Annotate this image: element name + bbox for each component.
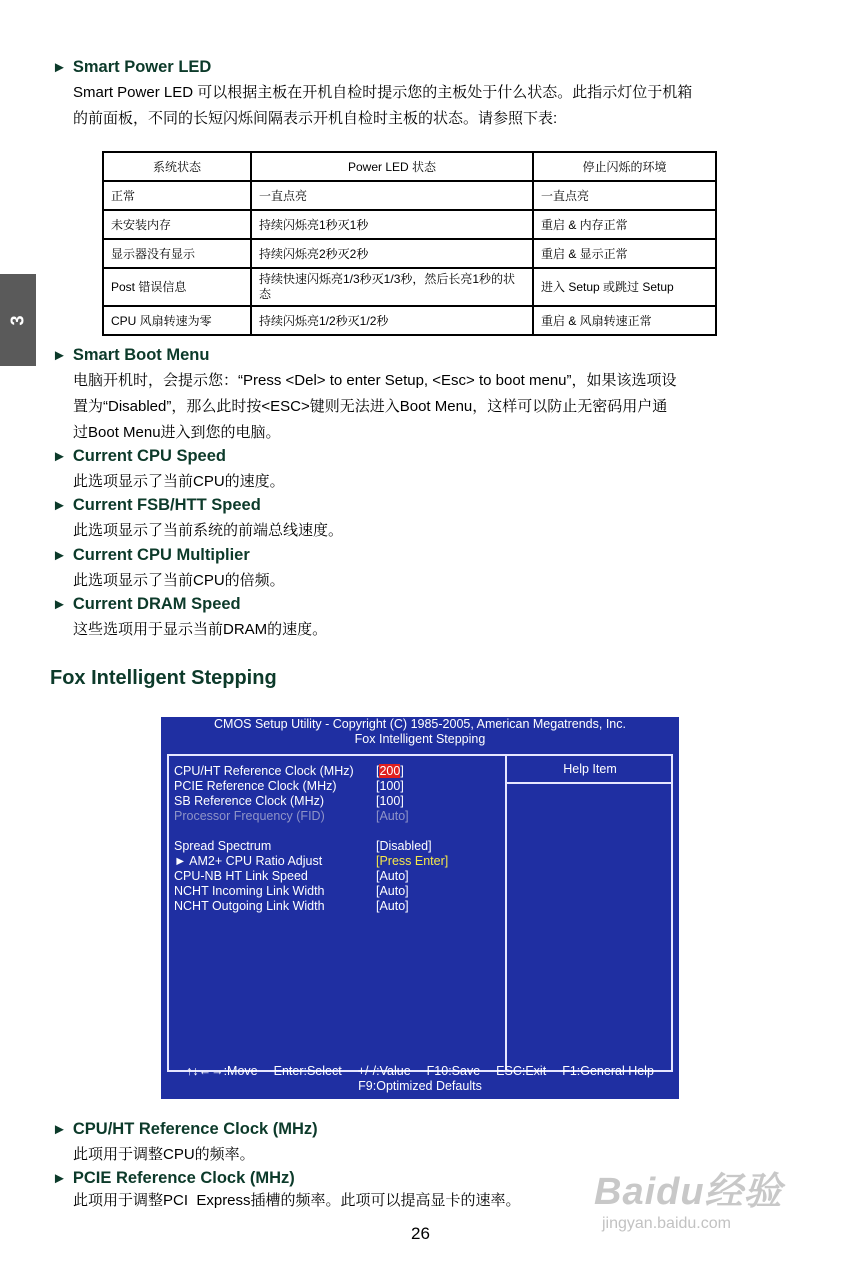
current-fsb-speed-heading: ► Current FSB/HTT Speed bbox=[52, 496, 261, 514]
table-cell: 一直点亮 bbox=[251, 181, 533, 210]
cpu-ht-ref-clock-text: 此项用于调整CPU的频率。 bbox=[73, 1146, 255, 1163]
triangle-bullet-icon: ► bbox=[52, 497, 67, 514]
bios-item-label: ► AM2+ CPU Ratio Adjust bbox=[174, 854, 323, 868]
baidu-watermark bbox=[594, 1160, 783, 1233]
smart-boot-menu-text-1: 电脑开机时，会提示您：“Press <Del> to enter Setup, <Esc> to boot menu”，如果该选项设 bbox=[73, 372, 677, 389]
key-hint-move: ↑↓←→:Move bbox=[186, 1064, 258, 1078]
bios-panel-divider bbox=[505, 756, 507, 1070]
bios-item-label: SB Reference Clock (MHz) bbox=[174, 794, 325, 808]
triangle-bullet-icon: ► bbox=[52, 1170, 67, 1187]
table-cell: 一直点亮 bbox=[533, 181, 716, 210]
smart-boot-menu-heading: ► Smart Boot Menu bbox=[52, 346, 210, 364]
bios-item-label: NCHT Outgoing Link Width bbox=[174, 899, 325, 913]
key-hint-value: +/-/:Value bbox=[357, 1064, 411, 1078]
bios-item-label: Spread Spectrum bbox=[174, 839, 272, 853]
smart-power-led-heading: ► Smart Power LED bbox=[52, 58, 212, 76]
smart-boot-menu-text-3: 过Boot Menu进入到您的电脑。 bbox=[73, 424, 281, 441]
table-cell: Post 错误信息 bbox=[103, 268, 251, 306]
table-cell: 正常 bbox=[103, 181, 251, 210]
bios-item-label: CPU/HT Reference Clock (MHz) bbox=[174, 764, 354, 778]
table-cell: 持续闪烁亮1秒灭1秒 bbox=[251, 210, 533, 239]
smart-power-led-text-2: 的前面板，不同的长短闪烁间隔表示开机自检时主板的状态。请参照下表: bbox=[73, 110, 558, 127]
bios-screenshot bbox=[161, 717, 679, 1099]
bios-item-label: PCIE Reference Clock (MHz) bbox=[174, 779, 337, 793]
table-cell: 持续闪烁亮2秒灭2秒 bbox=[251, 239, 533, 268]
current-fsb-speed-text: 此选项显示了当前系统的前端总线速度。 bbox=[73, 522, 344, 539]
table-header-cell: 系统状态 bbox=[103, 152, 251, 181]
key-hint-exit: ESC:Exit bbox=[496, 1064, 547, 1078]
bios-item-value[interactable]: [Auto] bbox=[376, 899, 409, 913]
bios-help-title: Help Item bbox=[507, 756, 673, 784]
smart-power-led-text-1: Smart Power LED 可以根据主板在开机自检时提示您的主板处于什么状态。此指示灯位于机箱 bbox=[73, 84, 693, 101]
table-row bbox=[103, 306, 716, 335]
current-cpu-multiplier-text: 此选项显示了当前CPU的倍频。 bbox=[73, 572, 285, 589]
triangle-bullet-icon: ► bbox=[52, 59, 67, 76]
pcie-ref-clock-text: 此项用于调整PCI Express插槽的频率。此项可以提高显卡的速率。 bbox=[73, 1192, 521, 1209]
bios-item-value[interactable]: [200] bbox=[376, 764, 404, 778]
table-header-row bbox=[103, 152, 716, 181]
bios-item-label: CPU-NB HT Link Speed bbox=[174, 869, 308, 883]
bios-item-value[interactable]: [Auto] bbox=[376, 869, 409, 883]
baidu-url: jingyan.baidu.com bbox=[602, 1215, 731, 1232]
table-row bbox=[103, 210, 716, 239]
current-dram-speed-text: 这些选项用于显示当前DRAM的速度。 bbox=[73, 621, 328, 638]
triangle-bullet-icon: ► bbox=[52, 448, 67, 465]
key-hint-save: F10:Save bbox=[426, 1064, 481, 1078]
bios-title-line1: CMOS Setup Utility - Copyright (C) 1985-2005, American Megatrends, Inc. bbox=[214, 717, 626, 731]
bios-title-line2: Fox Intelligent Stepping bbox=[354, 732, 486, 746]
table-header-cell: 停止闪烁的环境 bbox=[533, 152, 716, 181]
current-cpu-speed-heading: ► Current CPU Speed bbox=[52, 447, 226, 465]
table-cell: CPU 风扇转速为零 bbox=[103, 306, 251, 335]
table-cell: 持续快速闪烁亮1/3秒灭1/3秒，然后长亮1秒的状态 bbox=[251, 268, 533, 306]
bios-main-panel bbox=[167, 754, 673, 1072]
triangle-bullet-icon: ► bbox=[52, 1121, 67, 1138]
bios-item-label: Processor Frequency (FID) bbox=[174, 809, 325, 823]
bios-header bbox=[161, 717, 679, 747]
current-cpu-multiplier-heading: ► Current CPU Multiplier bbox=[52, 546, 250, 564]
baidu-logo: Baidu经验 bbox=[594, 1171, 783, 1213]
table-cell: 进入 Setup 或跳过 Setup bbox=[533, 268, 716, 306]
table-row bbox=[103, 268, 716, 306]
bios-footer bbox=[161, 1064, 679, 1094]
triangle-bullet-icon: ► bbox=[52, 347, 67, 364]
key-hint-defaults: F9:Optimized Defaults bbox=[358, 1079, 482, 1093]
triangle-bullet-icon: ► bbox=[52, 547, 67, 564]
bios-item-label: NCHT Incoming Link Width bbox=[174, 884, 325, 898]
table-cell: 重启 & 风扇转速正常 bbox=[533, 306, 716, 335]
current-dram-speed-heading: ► Current DRAM Speed bbox=[52, 595, 241, 613]
bios-key-legend bbox=[161, 1064, 679, 1079]
bios-item-value: [Auto] bbox=[376, 809, 409, 823]
bios-item-value[interactable]: [Auto] bbox=[376, 884, 409, 898]
page-number: 26 bbox=[411, 1224, 430, 1243]
bios-item-value[interactable]: [Disabled] bbox=[376, 839, 432, 853]
table-row bbox=[103, 239, 716, 268]
smart-boot-menu-text-2: 置为“Disabled”，那么此时按<ESC>键则无法进入Boot Menu，这样可以防止无密码用户通 bbox=[73, 398, 668, 415]
pcie-ref-clock-heading: ► PCIE Reference Clock (MHz) bbox=[52, 1169, 295, 1187]
chapter-tab: 3 bbox=[0, 274, 36, 366]
bios-selected-value[interactable]: 200 bbox=[379, 764, 401, 778]
current-cpu-speed-text: 此选项显示了当前CPU的速度。 bbox=[73, 473, 285, 490]
table-cell: 显示器没有显示 bbox=[103, 239, 251, 268]
table-cell: 持续闪烁亮1/2秒灭1/2秒 bbox=[251, 306, 533, 335]
bios-item-value[interactable]: [Press Enter] bbox=[376, 854, 449, 868]
cpu-ht-ref-clock-heading: ► CPU/HT Reference Clock (MHz) bbox=[52, 1120, 318, 1138]
bios-item-value[interactable]: [100] bbox=[376, 779, 404, 793]
key-hint-help: F1:General Help bbox=[562, 1064, 654, 1078]
table-cell: 重启 & 显示正常 bbox=[533, 239, 716, 268]
table-cell: 未安装内存 bbox=[103, 210, 251, 239]
triangle-bullet-icon: ► bbox=[52, 596, 67, 613]
power-led-table bbox=[102, 151, 717, 336]
bios-item-value[interactable]: [100] bbox=[376, 794, 404, 808]
table-row bbox=[103, 181, 716, 210]
table-cell: 重启 & 内存正常 bbox=[533, 210, 716, 239]
key-hint-select: Enter:Select bbox=[273, 1064, 342, 1078]
section-title: Fox Intelligent Stepping bbox=[50, 667, 277, 689]
table-header-cell: Power LED 状态 bbox=[251, 152, 533, 181]
